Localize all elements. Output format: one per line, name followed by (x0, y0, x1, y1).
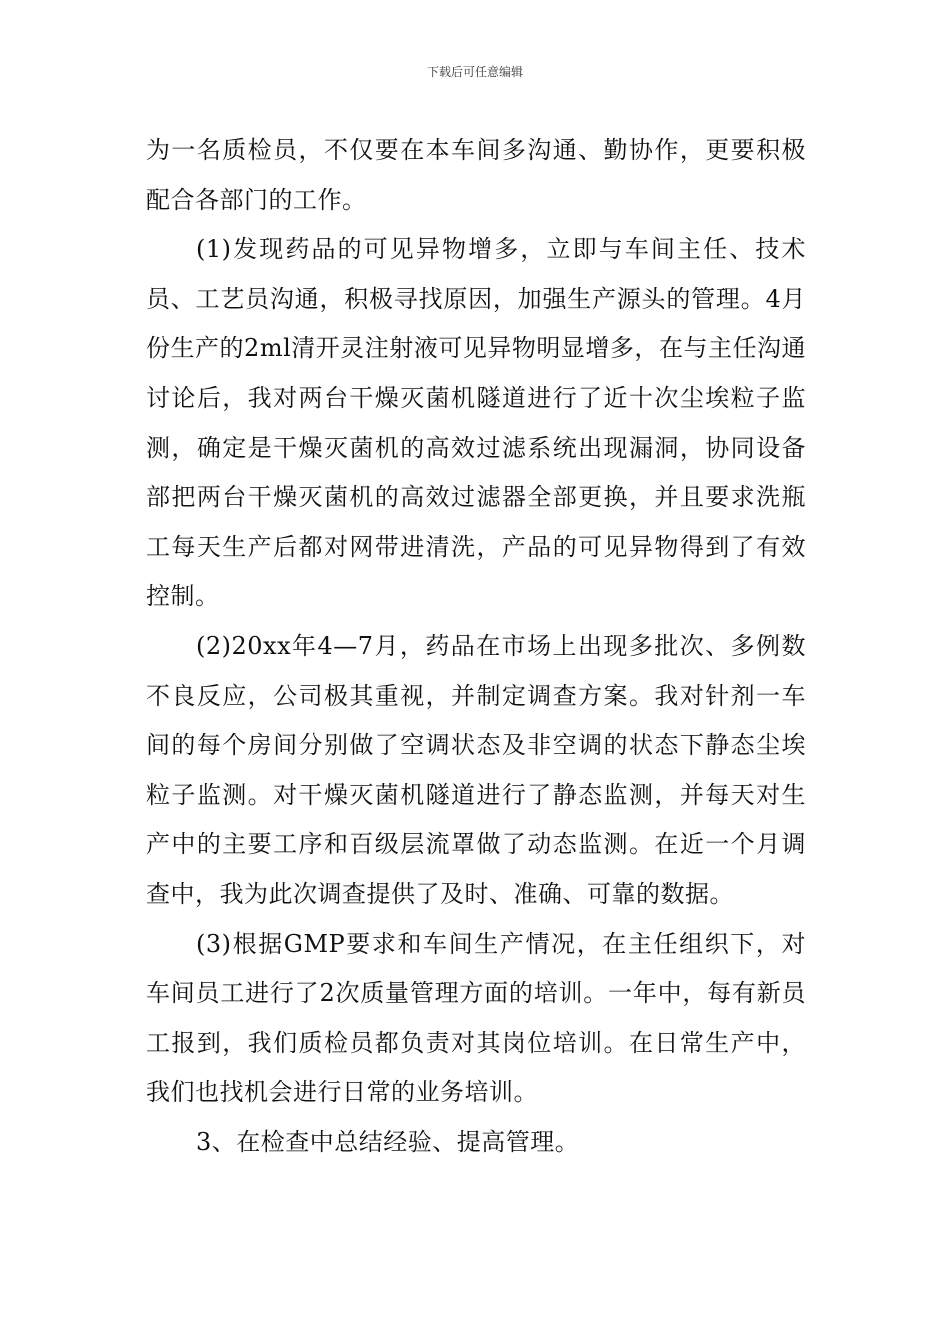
paragraph-item-1: (1)发现药品的可见异物增多，立即与车间主任、技术员、工艺员沟通，积极寻找原因，加强生产源头的管理。4月份生产的2ml清开灵注射液可见异物明显增多，在与主任沟通讨论后，我对两台干燥灭菌机隧道进行了近十次尘埃粒子监测，确定是干燥灭菌机的高效过滤系统出现漏洞，协同设备部把两台干燥灭菌机的高效过滤器全部更换，并且要求洗瓶工每天生产后都对网带进清洗，产品的可见异物得到了有效控制。 (146, 235, 806, 611)
paragraph-intro: 为一名质检员，不仅要在本车间多沟通、勤协作，更要积极配合各部门的工作。 (146, 136, 806, 214)
section-heading-3: 3、在检查中总结经验、提高管理。 (196, 1127, 580, 1156)
page-header: 下载后可任意编辑 (426, 65, 523, 79)
paragraph-item-2: (2)20xx年4—7月，药品在市场上出现多批次、多例数不良反应，公司极其重视，并制定调查方案。我对针剂一车间的每个房间分别做了空调状态及非空调的状态下静态尘埃粒子监测。对干燥灭菌机隧道进行了静态监测，并每天对生产中的主要工序和百级层流罩做了动态监测。在近一个月调查中，我为此次调查提供了及时、准确、可靠的数据。 (146, 631, 806, 908)
paragraph-item-3: (3)根据GMP要求和车间生产情况，在主任组织下，对车间员工进行了2次质量管理方面的培训。一年中，每有新员工报到，我们质检员都负责对其岗位培训。在日常生产中，我们也找机会进行日常的业务培训。 (146, 929, 806, 1107)
document-body (146, 126, 806, 1167)
